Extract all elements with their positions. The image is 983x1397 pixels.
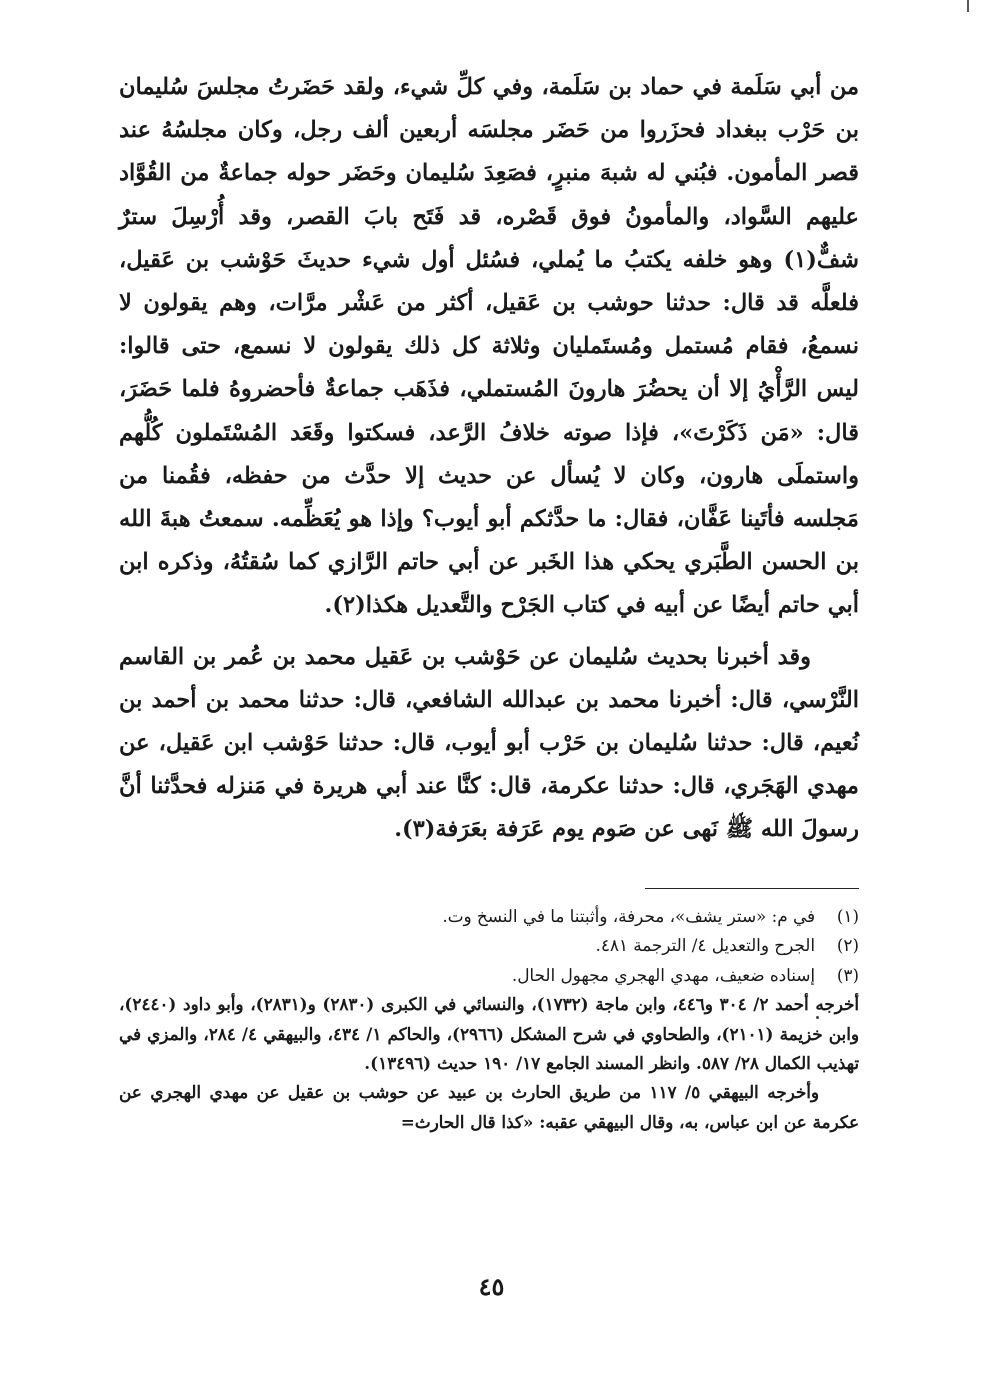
footnote-text: في م: «ستر يشف»، محرفة، وأثبتنا ما في النسخ وت. — [442, 906, 815, 926]
footnote-number: (٢) — [836, 935, 859, 956]
page-number: ٤٥ — [478, 1272, 505, 1301]
footnote-text: إسناده ضعيف، مهدي الهجري مجهول الحال. — [511, 964, 815, 985]
footnote-2 — [119, 931, 859, 960]
footnote-3-continuation-1: أخرجه أحمد ٢/ ٣٠٤ و٤٤٦، وابن ماجة (١٧٣٢)، والنسائي في الكبرى (٢٨٣٠) و(٢٨٣١)، وأبو داود (٢٤٤٠)، وابن خزيمة (٢١٠١)، والطحاوي في شرح المشكل (٢٩٦٦)، والحاكم ١/ ٤٣٤، والبيهقي ٤/ ٢٨٤، والمزي في تهذيب الكمال ٢٨/ ٥٨٧. وانظر المسند الجامع ١٧/ ١٩٠ حديث (١٣٤٩٦). — [119, 994, 859, 1074]
footnote-3-continuation-2: وأخرجه البيهقي ٥/ ١١٧ من طريق الحارث بن عبيد عن حوشب بن عقيل عن مهدي الهجري عن عكرمة عن ابن عباس، به، وقال البيهقي عقبه: «كذا قال الحارث= — [119, 1082, 859, 1132]
main-body-text — [119, 66, 859, 852]
body-paragraph-1: من أبي سَلَمة في حماد بن سَلَمة، وفي كلِّ شيء، ولقد حَضَرتُ مجلسَ سُليمان بن حَرْب ببغداد فحزَروا من حَضَر مجلسَه أربعين ألف رجل، وكان مجلسُهُ عند قصر المأمون. فبُني له شبهَ منبرٍ، فصَعِدَ سُليمان وحَضَر حوله جماعةٌ من القُوَّاد عليهم السَّواد، والمأمونُ فوق قَصْره، قد فَتَح بابَ القصر، وقد أُرْسِلَ سترٌ شفٌّ(١) وهو خلفه يكتبُ ما يُملي، فسُئل أول شيء حديثَ حَوْشب بن عَقيل، فلعلَّه قد قال: حدثنا حوشب بن عَقيل، أكثر من عَشْر مرَّات، وهم يقولون لا نسمعُ، فقام مُستمل ومُستَمليان وثلاثة كل ذلك يقولون لا نسمع، حتى قالوا: ليس الرَّأْيُ إلا أن يحضُرَ هارونَ المُستملي، فذَهَب جماعةٌ فأحضروهُ فلما حَضَرَ، قال: «مَن ذَكَرْتَ»، فإذا صوته خلافُ الرَّعد، فسكتوا وقَعَد المُسْتَملون كُلُّهم واستملَى هارون، وكان لا يُسأل عن حديث إلا حدَّث من حفظه، فقُمنا من مَجلسه فأتَينا عَفَّان، فقال: ما حدَّثكم أبو أيوب؟ وإذا هو يُعَظِّمه. سمعتُ هبةَ الله بن الحسن الطَّبَري يحكي هذا الخَبر عن أبي حاتم الرَّازي كما سُقتُهُ، وذكره ابن أبي حاتم أيضًا عن أبيه في كتاب الجَرْح والتَّعديل هكذا(٢). — [119, 74, 859, 619]
footnote-number: (١) — [836, 906, 859, 926]
body-paragraph-2: وقد أخبرنا بحديث سُليمان عن حَوْشب بن عَقيل محمد بن عُمر بن القاسم النَّرْسي، قال: أخبرنا محمد بن عبدالله الشافعي، قال: حدثنا محمد بن أحمد بن نُعيم، قال: حدثنا سُليمان بن حَرْب أبو أيوب، قال: حدثنا حَوْشب ابن عَقيل، عن مهدي الهَجَري، قال: حدثنا عكرمة، قال: كنَّا عند أبي هريرة في مَنزله فحدَّثنا أنَّ رسولَ الله ﷺ نَهى عن صَوم يوم عَرَفة بعَرَفة(٣). — [119, 643, 859, 843]
footnote-number: (٣) — [836, 964, 859, 985]
footnotes-section — [119, 902, 859, 1137]
scan-speck — [816, 1016, 819, 1019]
footnote-text: الجرح والتعديل ٤/ الترجمة ٤٨١. — [595, 935, 815, 956]
footnote-3 — [119, 961, 859, 990]
scan-edge-mark — [967, 0, 969, 12]
footnote-separator-line — [645, 888, 859, 889]
footnote-1 — [119, 902, 859, 931]
